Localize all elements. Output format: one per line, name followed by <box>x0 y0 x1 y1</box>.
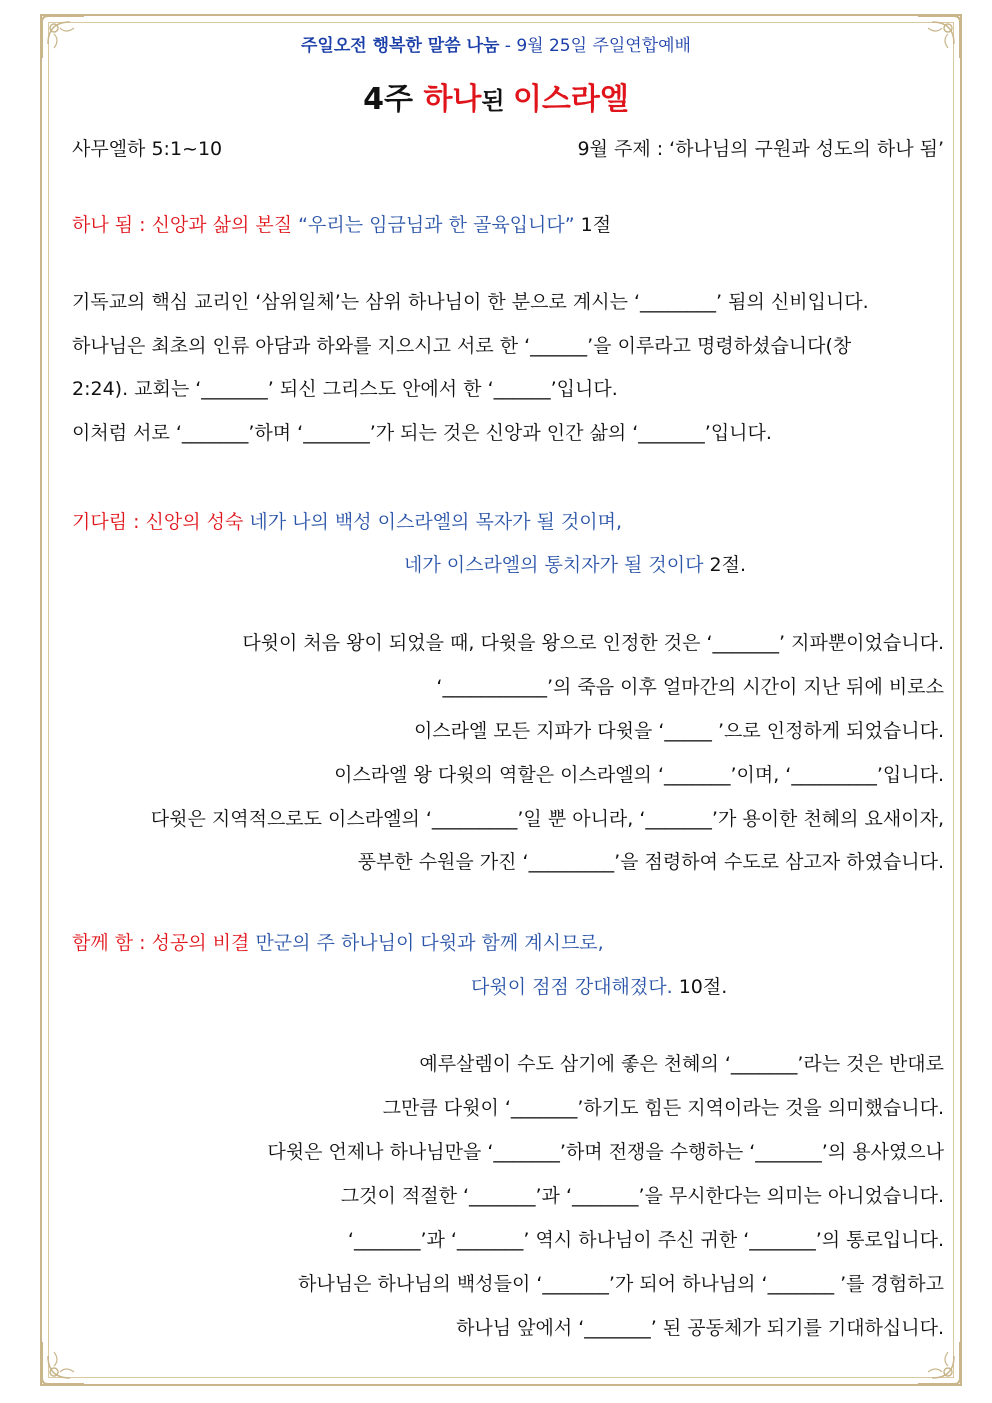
paragraph-line: 다윗은 지역적으로도 이스라엘의 ‘_________’일 뿐 아니라, ‘_______’가 용이한 천혜의 요새이자, <box>150 808 944 830</box>
paragraph-line: 그만큼 다윗이 ‘_______’하기도 힘든 지역이라는 것을 의미했습니다. <box>382 1097 944 1119</box>
section2-heading-line <box>72 510 622 534</box>
header-main: 주일오전 행복한 말씀 나눔 <box>301 36 500 56</box>
paragraph-line: 그것이 적절한 ‘_______’과 ‘_______’을 무시한다는 의미는 아니었습니다. <box>340 1185 944 1207</box>
paragraph-line: ‘___________’의 죽음 이후 얼마간의 시간이 지난 뒤에 비로소 <box>436 676 944 698</box>
section3-quote-2: 다윗이 점점 강대해졌다. <box>471 976 673 998</box>
paragraph-line: 예루살렘이 수도 삼기에 좋은 천혜의 ‘_______’라는 것은 반대로 <box>419 1053 944 1075</box>
section2-quote-1: 네가 나의 백성 이스라엘의 목자가 될 것이며, <box>243 511 623 533</box>
title-highlight-2: 이스라엘 <box>512 82 629 117</box>
section3-heading-line <box>72 931 604 955</box>
section2-quote-line-2 <box>404 553 746 577</box>
page-title <box>0 82 992 119</box>
paragraph-line: 이처럼 서로 ‘_______’하며 ‘_______’가 되는 것은 신앙과 인간 삶의 ‘_______’입니다. <box>72 422 772 444</box>
title-highlight-1: 하나 <box>423 82 482 117</box>
paragraph-line: 풍부한 수원을 가진 ‘_________’을 점령하여 수도로 삼고자 하였습니다. <box>357 851 944 873</box>
corner-ornament-icon <box>916 1340 962 1386</box>
section2-verse: 2절. <box>703 554 747 576</box>
scripture-reference: 사무엘하 5:1~10 <box>72 138 223 160</box>
paragraph-line: 2:24). 교회는 ‘_______’ 되신 그리스도 안에서 한 ‘______’입니다. <box>72 378 618 400</box>
paragraph-line: 기독교의 핵심 교리인 ‘삼위일체’는 삼위 하나님이 한 분으로 계시는 ‘________’ 됨의 신비입니다. <box>72 291 869 313</box>
title-connector: 된 <box>481 87 513 115</box>
section2-quote-2: 네가 이스라엘의 통치자가 될 것이다 <box>404 554 704 576</box>
section3-verse: 10절. <box>672 976 728 998</box>
paragraph-line: ‘_______’과 ‘_______’ 역시 하나님이 주신 귀한 ‘_______’의 통로입니다. <box>347 1229 944 1251</box>
section1-heading: 하나 됨 : 신앙과 삶의 본질 <box>72 214 293 236</box>
paragraph-line: 다윗이 처음 왕이 되었을 때, 다윗을 왕으로 인정한 것은 ‘_______’ 지파뿐이었습니다. <box>242 632 944 654</box>
section2-heading: 기다림 : 신앙의 성숙 <box>72 511 244 533</box>
title-week: 4주 <box>363 82 424 117</box>
paragraph-line: 하나님은 최초의 인류 아담과 하와를 지으시고 서로 한 ‘______’을 이루라고 명령하셨습니다(창 <box>72 335 852 357</box>
paragraph-line: 하나님은 하나님의 백성들이 ‘_______’가 되어 하나님의 ‘_______ ’를 경험하고 <box>298 1273 944 1295</box>
paragraph-line: 이스라엘 모든 지파가 다윗을 ‘_____ ’으로 인정하게 되었습니다. <box>413 720 944 742</box>
corner-ornament-icon <box>40 1340 86 1386</box>
section3-quote-line-2 <box>471 975 727 999</box>
section3-quote-1: 만군의 주 하나님이 다윗과 함께 계시므로, <box>249 932 604 954</box>
paragraph-line: 다윗은 언제나 하나님만을 ‘_______’하며 전쟁을 수행하는 ‘_______’의 용사였으나 <box>267 1141 944 1163</box>
monthly-theme: 9월 주제 : ‘하나님의 구원과 성도의 하나 됨’ <box>577 138 944 160</box>
paragraph-line: 하나님 앞에서 ‘_______’ 된 공동체가 되기를 기대하십니다. <box>456 1317 944 1339</box>
paragraph-line: 이스라엘 왕 다윗의 역할은 이스라엘의 ‘_______’이며, ‘_________’입니다. <box>334 764 944 786</box>
section1-verse: 1절 <box>574 214 612 236</box>
section3-heading: 함께 함 : 성공의 비결 <box>72 932 250 954</box>
header-date: - 9월 25일 주일연합예배 <box>499 36 691 56</box>
page-header <box>0 34 992 58</box>
section1-heading-line <box>72 213 611 237</box>
section1-quote: “우리는 임금님과 한 골육입니다” <box>292 214 575 236</box>
